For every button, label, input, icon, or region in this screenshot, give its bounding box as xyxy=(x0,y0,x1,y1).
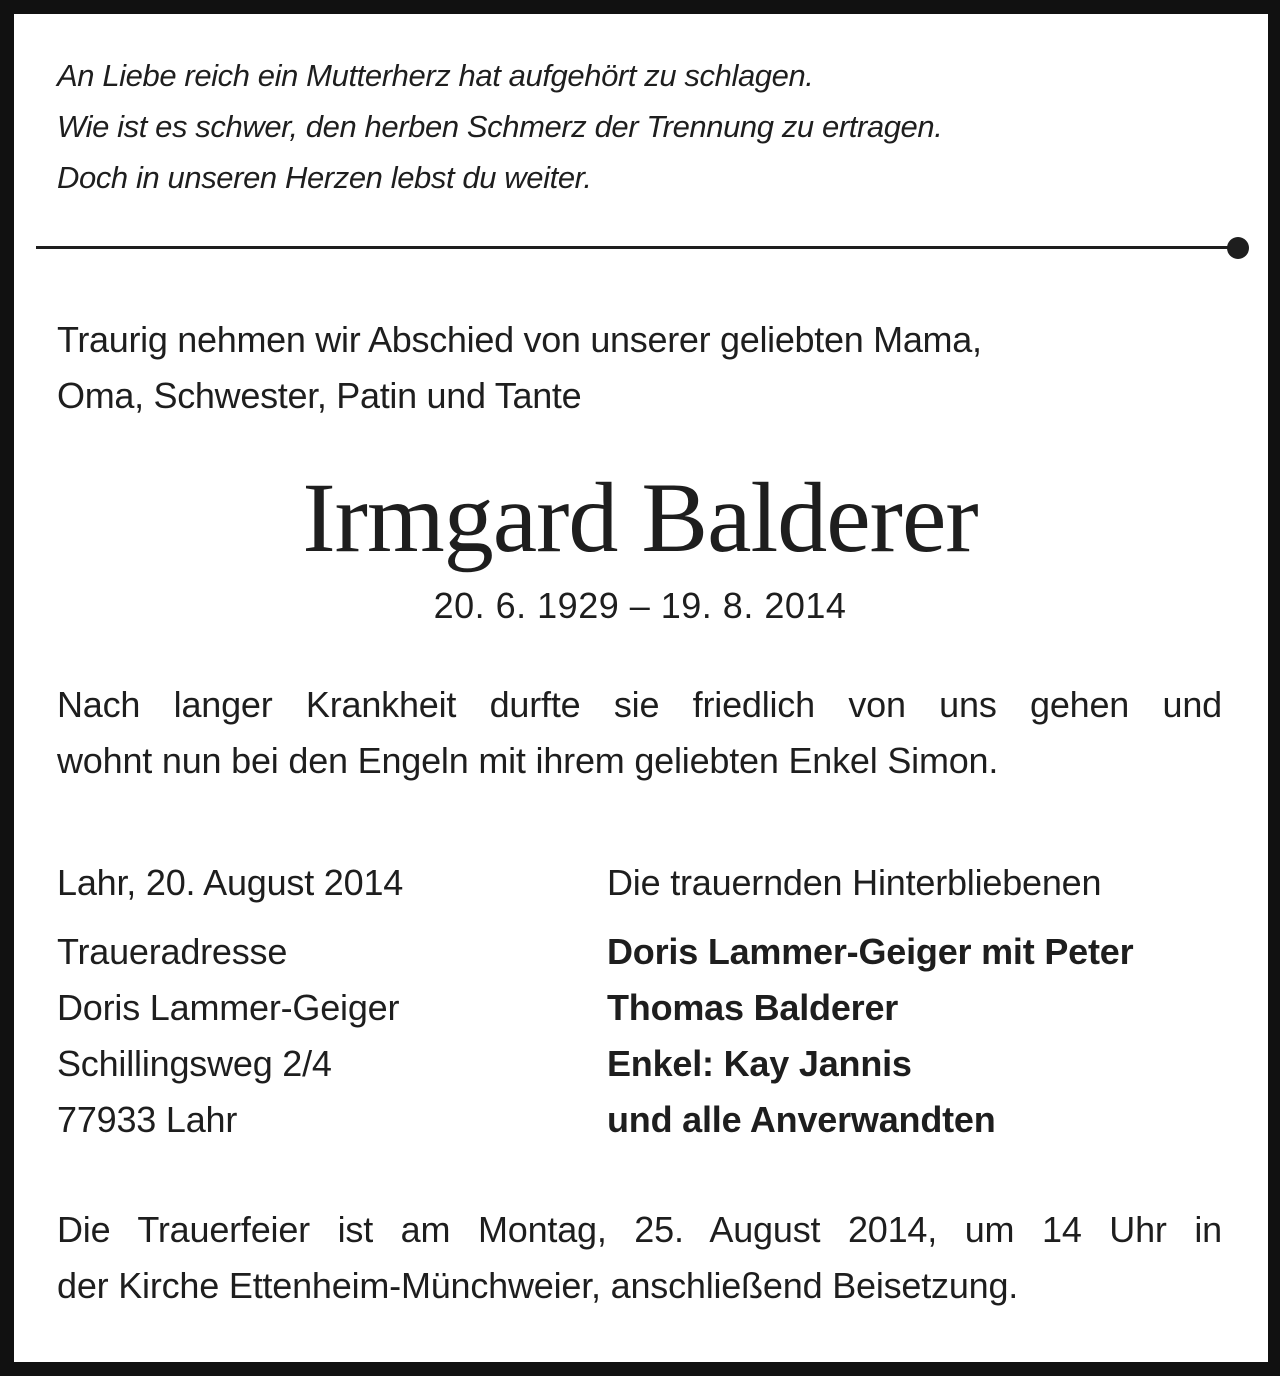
funeral-line: Die Trauerfeier ist am Montag, 25. August 2014, um 14 Uhr in xyxy=(57,1209,1222,1250)
poem-line: An Liebe reich ein Mutterherz hat aufgehört zu schlagen. xyxy=(57,58,814,93)
address-line: Doris Lammer-Geiger xyxy=(57,987,400,1028)
funeral-info xyxy=(57,1202,1222,1314)
message-line: wohnt nun bei den Engeln mit ihrem geliebten Enkel Simon. xyxy=(57,740,999,781)
mourner-name: Doris Lammer-Geiger mit Peter xyxy=(607,931,1134,972)
farewell-message xyxy=(57,677,1222,789)
address-line: 77933 Lahr xyxy=(57,1099,238,1140)
memorial-poem xyxy=(57,50,1207,203)
address-heading: Traueradresse xyxy=(57,931,288,972)
place-date: Lahr, 20. August 2014 xyxy=(57,862,404,903)
poem-line: Doch in unseren Herzen lebst du weiter. xyxy=(57,160,592,195)
mourner-name: und alle Anverwandten xyxy=(607,1099,996,1140)
life-dates: 20. 6. 1929 – 19. 8. 2014 xyxy=(433,585,847,626)
poem-line: Wie ist es schwer, den herben Schmerz der Trennung zu ertragen. xyxy=(57,109,943,144)
mourner-name: Thomas Balderer xyxy=(607,987,899,1028)
address-column xyxy=(57,855,577,1148)
intro-line: Traurig nehmen wir Abschied von unserer geliebten Mama, xyxy=(57,319,982,360)
mourners-column xyxy=(607,855,1227,1148)
address-line: Schillingsweg 2/4 xyxy=(57,1043,332,1084)
funeral-line: der Kirche Ettenheim-Münchweier, anschließend Beisetzung. xyxy=(57,1265,1019,1306)
message-line: Nach langer Krankheit durfte sie friedlich von uns gehen und xyxy=(57,684,1222,725)
divider-dot xyxy=(1227,237,1249,259)
intro-line: Oma, Schwester, Patin und Tante xyxy=(57,375,582,416)
mourner-name: Enkel: Kay Jannis xyxy=(607,1043,912,1084)
deceased-name: Irmgard Balderer xyxy=(302,462,978,573)
mourners-heading: Die trauernden Hinterbliebenen xyxy=(607,862,1102,903)
divider-line xyxy=(36,246,1239,249)
farewell-intro xyxy=(57,312,1227,424)
